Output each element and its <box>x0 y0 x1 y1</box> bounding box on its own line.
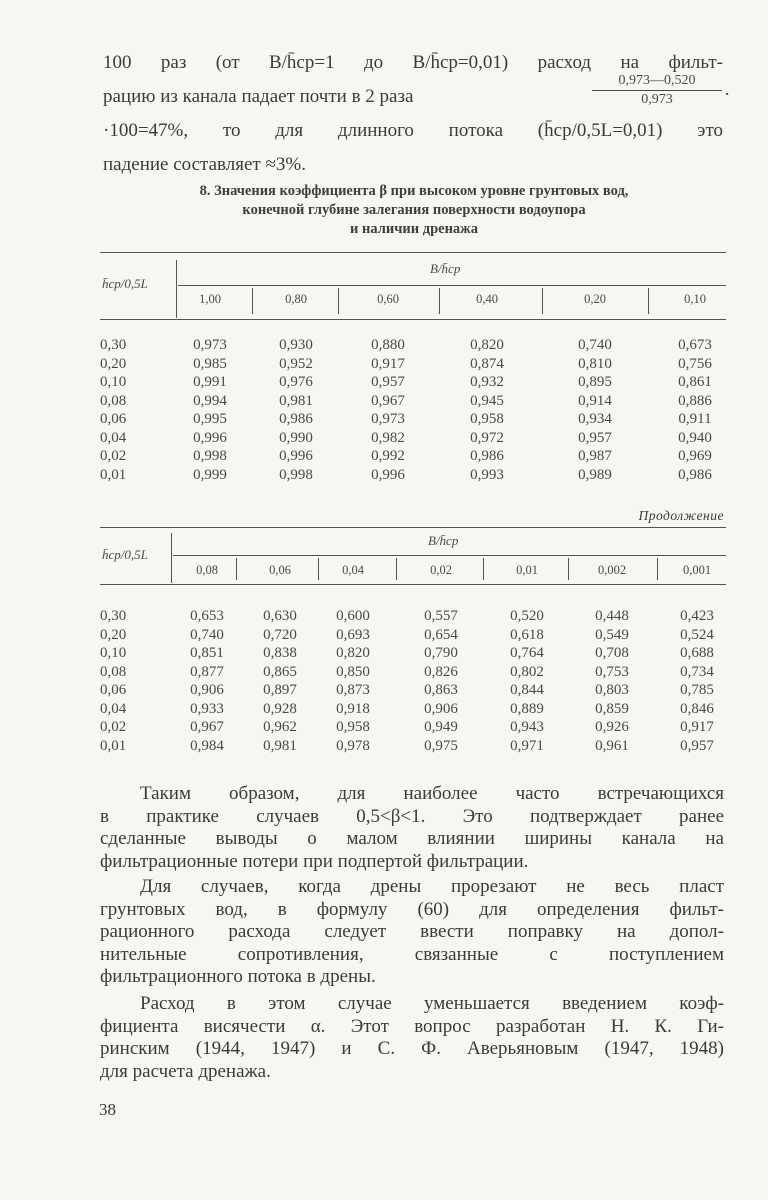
paragraph-2-line-4: нительные сопротивления, связанные с поступлением <box>100 943 724 965</box>
table-1-cell: 0,914 <box>578 392 612 409</box>
table-1-cell: 0,967 <box>371 392 405 409</box>
intro-line-2: рацию из канала падает почти в 2 раза <box>103 86 414 107</box>
paragraph-1-line-3: сделанные выводы о малом влиянии ширины канала на <box>100 828 724 849</box>
table-1-column-separator <box>542 288 543 314</box>
table-2-cell: 0,740 <box>190 626 224 643</box>
table-2-row-label: 0,08 <box>100 663 127 680</box>
table-2-cell: 0,708 <box>595 645 629 661</box>
table-2-column-header: 0,04 <box>342 563 364 577</box>
table-1-cell: 0,981 <box>279 392 313 409</box>
paragraph-2-line-5: фильтрационного потока в дрены. <box>100 966 376 987</box>
table-2-cell: 0,863 <box>424 682 458 698</box>
table-1-row-label: 0,10 <box>100 374 127 390</box>
table-1-cell: 0,740 <box>578 337 612 353</box>
table-1-header-bottom-rule <box>100 319 726 320</box>
table-2-cell: 0,926 <box>595 719 629 735</box>
table-2-top-rule <box>100 527 726 528</box>
table-2-cell: 0,984 <box>190 737 224 754</box>
table-1-row-label: 0,30 <box>100 337 127 353</box>
fraction-denominator: 0,973 <box>641 92 673 107</box>
table-1-cell: 0,932 <box>470 374 504 390</box>
table-2-cell: 0,844 <box>510 682 544 698</box>
table-2-row-label: 0,06 <box>100 682 127 698</box>
table-1-row-label: 0,20 <box>100 355 127 372</box>
table-2-cell: 0,958 <box>336 719 370 735</box>
table-1-cell: 0,880 <box>371 337 405 353</box>
table-2-column-separator <box>483 558 484 580</box>
table-1-column-header: 0,40 <box>476 292 498 306</box>
table-2-cell: 0,618 <box>510 626 544 643</box>
table-1-cell: 0,895 <box>578 374 612 390</box>
table-2-cell: 0,688 <box>680 645 714 661</box>
table-1-cell: 0,952 <box>279 355 313 372</box>
table-2-cell: 0,962 <box>263 719 297 735</box>
table-2-cell: 0,873 <box>336 682 370 698</box>
table-1-column-header: 1,00 <box>199 292 221 306</box>
table-1 <box>100 252 726 492</box>
table-2-cell: 0,524 <box>680 626 714 643</box>
table-2-cell: 0,753 <box>595 663 629 680</box>
table-2-cell: 0,720 <box>263 626 297 643</box>
fraction <box>592 72 722 108</box>
table-2-row-label: 0,20 <box>100 626 127 643</box>
table-1-cell: 0,992 <box>371 448 405 464</box>
table-1-cell: 0,673 <box>678 337 712 353</box>
table-2-cell: 0,693 <box>336 626 370 643</box>
table-2-cell: 0,975 <box>424 737 458 754</box>
table-2-row-label: 0,04 <box>100 700 127 717</box>
table-2-cell: 0,520 <box>510 608 544 624</box>
table-2-cell: 0,734 <box>680 663 714 680</box>
table-2-group-header: B/h̄ср <box>428 533 459 548</box>
paragraph-2-line-1: Для случаев, когда дрены прорезают не весь пласт <box>140 876 724 897</box>
table-1-cell: 0,820 <box>470 337 504 353</box>
table-1-cell: 0,996 <box>279 448 313 464</box>
table-2-cell: 0,859 <box>595 700 629 717</box>
intro-line-4: падение составляет ≈3%. <box>103 154 306 175</box>
table-1-cell: 0,998 <box>279 466 313 483</box>
table-2-cell: 0,877 <box>190 663 224 680</box>
table-2-cell: 0,928 <box>263 700 297 717</box>
table-1-row-label: 0,06 <box>100 411 127 427</box>
table-2-cell: 0,917 <box>680 719 714 735</box>
table-1-cell: 0,973 <box>371 411 405 427</box>
table-2-cell: 0,654 <box>424 626 458 643</box>
table-2-row-label: 0,10 <box>100 645 127 661</box>
table-1-cell: 0,886 <box>678 392 712 409</box>
table-1-cell: 0,986 <box>470 448 504 464</box>
table-1-cell: 0,957 <box>578 429 612 446</box>
table-2-cell: 0,826 <box>424 663 458 680</box>
table-1-cell: 0,861 <box>678 374 712 390</box>
table-1-cell: 0,958 <box>470 411 504 427</box>
table-1-column-separator <box>252 288 253 314</box>
table-2-row-label: 0,01 <box>100 737 127 754</box>
table-1-cell: 0,810 <box>578 355 612 372</box>
table-2-cell: 0,851 <box>190 645 224 661</box>
caption-line-1: 8. Значения коэффициента β при высоком уровне грунтовых вод, <box>199 183 629 199</box>
table-2-header-bottom-rule <box>100 584 726 585</box>
table-1-cell: 0,934 <box>578 411 612 427</box>
table-1-cell: 0,996 <box>193 429 227 446</box>
table-1-group-rule <box>178 285 726 286</box>
table-1-cell: 0,990 <box>279 429 313 446</box>
table-1-cell: 0,994 <box>193 392 227 409</box>
table-2-cell: 0,865 <box>263 663 297 680</box>
table-2-cell: 0,967 <box>190 719 224 735</box>
table-1-row-label: 0,02 <box>100 448 127 464</box>
table-2-cell: 0,897 <box>263 682 297 698</box>
intro-line-3: ·100=47%, то для длинного потока (h̄ср/0,5L=0,01) это <box>103 120 723 141</box>
table-caption <box>100 182 728 239</box>
caption-line-3: и наличии дренажа <box>350 221 478 237</box>
paragraph-3-line-2: фициента висячести α. Этот вопрос разработан Н. К. Ги- <box>100 1015 724 1037</box>
table-1-cell: 0,989 <box>578 466 612 483</box>
intro-text <box>103 46 723 182</box>
table-2-cell: 0,785 <box>680 682 714 698</box>
table-1-cell: 0,991 <box>193 374 227 390</box>
table-2-cell: 0,820 <box>336 645 370 661</box>
table-2-row-label: 0,02 <box>100 719 127 735</box>
page-number: 38 <box>99 1100 116 1119</box>
table-2-column-header: 0,02 <box>430 563 452 577</box>
table-1-header-separator <box>176 260 177 318</box>
table-1-row-label: 0,08 <box>100 392 127 409</box>
table-1-cell: 0,976 <box>279 374 313 390</box>
table-2-cell: 0,448 <box>595 608 629 624</box>
table-2-column-header: 0,001 <box>682 563 712 577</box>
table-1-cell: 0,917 <box>371 355 405 372</box>
table-2-column-header: 0,002 <box>597 563 627 577</box>
caption-line-2: конечной глубине залегания поверхности водоупора <box>242 202 586 218</box>
table-2-cell: 0,971 <box>510 737 544 754</box>
table-2-group-rule <box>173 555 726 556</box>
table-1-group-header: B/h̄ср <box>430 261 461 276</box>
table-1-column-separator <box>439 288 440 314</box>
table-2-cell: 0,906 <box>424 700 458 717</box>
table-2-cell: 0,906 <box>190 682 224 698</box>
table-1-top-rule <box>100 252 726 253</box>
table-2-column-separator <box>396 558 397 580</box>
table-1-cell: 0,996 <box>371 466 405 483</box>
table-2-column-header: 0,01 <box>516 563 538 577</box>
table-2-cell: 0,838 <box>263 645 297 661</box>
table-1-column-separator <box>338 288 339 314</box>
table-1-cell: 0,756 <box>678 355 712 372</box>
table-2-row-header: h̄ср/0,5L <box>102 547 148 562</box>
table-2-column-header: 0,06 <box>269 563 291 577</box>
table-1-row-label: 0,04 <box>100 429 127 446</box>
table-1-cell: 0,986 <box>279 411 313 427</box>
paragraph-1-line-2: в практике случаев 0,5<β<1. Это подтверждает ранее <box>100 805 724 827</box>
table-1-cell: 0,973 <box>193 337 227 353</box>
table-1-column-header: 0,60 <box>377 292 399 306</box>
table-2-cell: 0,961 <box>595 737 629 754</box>
table-1-row-header: h̄ср/0,5L <box>102 276 148 291</box>
table-2-cell: 0,802 <box>510 663 544 680</box>
paragraph-1-line-4: фильтрационные потери при подпертой фильтрации. <box>100 850 529 872</box>
table-2-column-separator <box>657 558 658 580</box>
table-1-cell: 0,987 <box>578 448 612 464</box>
table-2-cell: 0,790 <box>424 645 458 661</box>
table-2-cell: 0,933 <box>190 700 224 717</box>
paragraph-1 <box>100 783 724 873</box>
table-2 <box>100 527 726 767</box>
table-1-cell: 0,969 <box>678 448 712 464</box>
table-2-row-label: 0,30 <box>100 608 127 624</box>
table-2-column-separator <box>318 558 319 580</box>
table-1-cell: 0,986 <box>678 466 712 483</box>
paragraph-3 <box>100 993 724 1083</box>
table-2-column-separator <box>568 558 569 580</box>
table-1-cell: 0,957 <box>371 374 405 390</box>
table-2-cell: 0,957 <box>680 737 714 754</box>
table-1-column-header: 0,20 <box>584 292 606 306</box>
table-2-cell: 0,653 <box>190 608 224 624</box>
table-2-cell: 0,803 <box>595 682 629 698</box>
table-2-cell: 0,850 <box>336 663 370 680</box>
table-1-column-header: 0,80 <box>285 292 307 306</box>
table-2-cell: 0,846 <box>680 700 714 717</box>
table-2-cell: 0,764 <box>510 645 544 661</box>
table-2-cell: 0,918 <box>336 700 370 717</box>
table-1-column-separator <box>648 288 649 314</box>
table-1-cell: 0,985 <box>193 355 227 372</box>
paragraph-3-line-3: ринским (1944, 1947) и С. Ф. Аверьяновым (1947, 1948) <box>100 1038 724 1059</box>
intro-line-1: 100 раз (от B/h̄ср=1 до B/h̄ср=0,01) расход на фильт- <box>103 52 723 73</box>
table-1-cell: 0,999 <box>193 466 227 483</box>
fraction-trailing-dot: · <box>724 84 731 105</box>
table-1-cell: 0,911 <box>678 411 712 427</box>
table-1-cell: 0,998 <box>193 448 227 464</box>
paragraph-3-line-4: для расчета дренажа. <box>100 1060 271 1082</box>
table-1-cell: 0,945 <box>470 392 504 409</box>
fraction-numerator: 0,973—0,520 <box>592 72 722 91</box>
table-1-cell: 0,930 <box>279 337 313 353</box>
table-1-cell: 0,982 <box>371 429 405 446</box>
table-2-cell: 0,600 <box>336 608 370 624</box>
paragraph-1-line-1: Таким образом, для наиболее часто встречающихся <box>140 783 724 804</box>
table-2-column-separator <box>236 558 237 580</box>
table-1-cell: 0,993 <box>470 466 504 483</box>
paragraph-2-line-2: грунтовых вод, в формулу (60) для определения фильт- <box>100 898 724 920</box>
table-2-cell: 0,949 <box>424 719 458 735</box>
table-2-cell: 0,423 <box>680 608 714 624</box>
paragraph-2-line-3: рационного расхода следует ввести поправку на допол- <box>100 921 724 942</box>
paragraph-2 <box>100 876 724 989</box>
table-2-cell: 0,630 <box>263 608 297 624</box>
table-2-cell: 0,943 <box>510 719 544 735</box>
table-2-cell: 0,889 <box>510 700 544 717</box>
table-1-cell: 0,940 <box>678 429 712 446</box>
table-2-cell: 0,549 <box>595 626 629 643</box>
table-1-cell: 0,874 <box>470 355 504 372</box>
table-1-column-header: 0,10 <box>684 292 706 306</box>
paragraph-3-line-1: Расход в этом случае уменьшается введением коэф- <box>140 993 724 1014</box>
table-2-cell: 0,557 <box>424 608 458 624</box>
table-1-row-label: 0,01 <box>100 466 127 483</box>
table-1-cell: 0,995 <box>193 411 227 427</box>
continuation-label: Продолжение <box>638 508 724 523</box>
table-1-cell: 0,972 <box>470 429 504 446</box>
table-2-column-header: 0,08 <box>196 563 218 577</box>
table-2-cell: 0,981 <box>263 737 297 754</box>
table-2-cell: 0,978 <box>336 737 370 754</box>
